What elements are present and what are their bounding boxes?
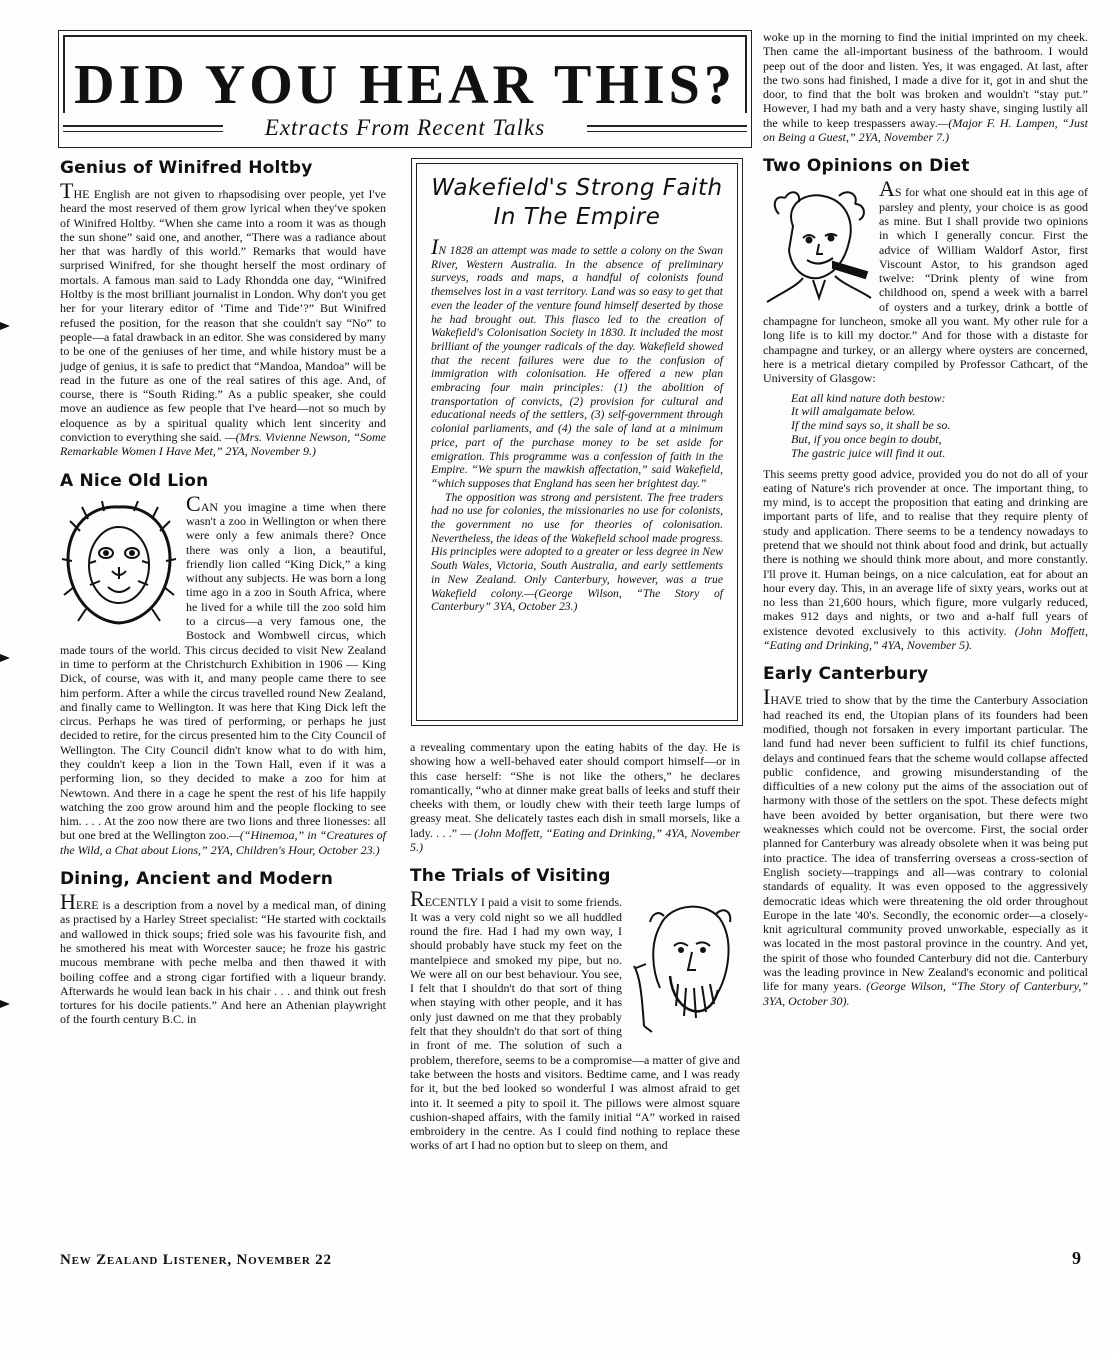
masthead <box>58 30 752 148</box>
column-middle <box>410 740 740 1153</box>
article-diet-continued: This seems pretty good advice, provided you do not do all of your eating of Nature's rich provender at once. The important thing, to my mind, is to accept the proposition that eating and drinking are important parts of life, and to realise that they require plenty of study and application. There seems to be a tendency nowadays to pretend that we should not think about food and drink, but actually there is nothing we should think more about, and more constantly. I'll prove it. Human beings, on a nice calculation, eat for about an hour every day. This, in an average life of sixty years, works out at no less than 21,600 hours, which figure, more vulgarly reduced, makes 912 days and nights, or two and a-half full years of existence devoted exclusively to this activity. (John Moffett, “Eating and Drinking,” 4YA, November 5). <box>763 466 1088 653</box>
subtitle-row <box>59 115 751 141</box>
verse-line: But, if you once begin to doubt, <box>791 431 942 446</box>
heading-diet: Two Opinions on Diet <box>763 156 970 177</box>
source-lion: —(“Hinemoa,” in “Creatures of the Wild, a Chat about Lions,” 2YA, Children's Hour, October 23.) <box>60 828 386 857</box>
verse-line: The gastric juice will find it out. <box>791 445 946 460</box>
binding-mark-icon <box>0 654 10 662</box>
heading-dining: Dining, Ancient and Modern <box>60 869 333 890</box>
drop-cap: A <box>879 176 895 202</box>
verse-line: It will amalgamate below. <box>791 404 916 419</box>
heading-canterbury: Early Canterbury <box>763 664 929 685</box>
astor-caricature-icon <box>763 186 873 304</box>
article-dining: HERE is a description from a novel by a medical man, of dining as practised by a Harley Street specialist: “He started with cocktails and wallowed in thick soups; fried sole was his favourite fish, and he smothered his meat with Worcester sauce; he froze his gastric mucous membrane with peche melba and then thawed it with boiling coffee and a strong cigar fortified with a liqueur brandy. Afterwards he would lean back in his chair . . . and think out fresh tortures for his docile patients.” And here an Athenian playwright of the fourth century B.C. in <box>60 889 386 1027</box>
binding-mark-icon <box>0 1000 10 1008</box>
source-diet: (John Moffett, “Eating and Drinking,” 4YA, November 5). <box>763 623 1088 653</box>
source-canterbury: (George Wilson, “The Story of Canterbury,” 3YA, October 30). <box>763 979 1089 1008</box>
lion-illustration-icon <box>60 501 178 629</box>
verse-line: Eat all kind nature doth bestow: <box>791 390 946 405</box>
old-man-caricature-icon <box>630 896 740 1036</box>
source-wakefield: —(George Wilson, “The Story of Canterbury” 3YA, October 23.) <box>431 586 723 614</box>
source-visiting: —(Major F. H. Lampen, “Just on Being a Guest,” 2YA, November 7.) <box>763 115 1088 145</box>
subtitle-rule-left <box>63 125 223 132</box>
boxed-article-wakefield <box>411 158 743 726</box>
page-title: DID YOU HEAR THIS? <box>74 54 736 116</box>
subtitle-rule-right <box>587 125 747 132</box>
heading-visiting: The Trials of Visiting <box>410 866 611 887</box>
heading-winifred: Genius of Winifred Holtby <box>60 158 313 178</box>
column-right <box>763 30 1088 1008</box>
heading-wakefield: Wakefield's Strong Faith In The Empire <box>431 175 723 230</box>
source-dining: — (John Moffett, “Eating and Drinking,” 4YA, November 5.) <box>410 825 741 855</box>
column-left <box>60 158 386 1027</box>
article-visiting: RECENTLY I paid a visit to some friends. It was a very cold night so we all huddled round the fire. Had I had my own way, I should probably have stuck my feet on the mantelpiece and smoked my pipe, but no. We were all on our best behaviour. You see, I felt that I shouldn't do that sort of thing when staying with other people, and it has only just dawned on me that they probably felt that they shouldn't do that sort of thing in front of me. The solution of such a problem, therefore, seems to be a compromise—a matter of give and take between the hosts and visitors. Bedtime came, and I was ready for it, but the bed looked so wonderful I was almost afraid to get into it. It seemed a pity to spoil it. The pillows were almost square cushion-shaped affairs, with the family initial “A” worked in raised embroidery in the centre. As I could find nothing to replace these works of art I had no option but to sleep on them, and <box>410 886 740 1153</box>
drop-cap: I <box>763 684 771 710</box>
masthead-frame <box>63 35 747 116</box>
article-lion: CAN you imagine a time when there wasn't a zoo in Wellington or when there were only a few animals there? Once there was only a lion, a beautiful, friendly lion called “King Dick,” a king without any subjects. He was born a long time ago in a zoo in South Africa, where he lived for a while till the zoo sold him to a circus—a very famous one, the Bostock and Wombwell circus, which made tours of the world. This circus decided to visit New Zealand in time to perform at the Christchurch Exhibition in 1906 — King Dick, of course, was with it, and many people came there to see him perform. After a while the circus travelled round New Zealand, and finally came to Wellington. It was here that King Dick left the circus. Perhaps he was tired of performing, or perhaps he just decided to retire, for the circus presented him to the City Council of Wellington. The City Council didn't know what to do with him, they couldn't keep a lion in the Town Hall, even if it was a performing lion, so they decided to make a zoo for him at Newtown. And there in a cage he spent the rest of his life happily watching the zoo grow around him and the people flocking to see him. . . . At the zoo now there are two lions and three lionesses: all but one bred at the Wellington zoo.—(“Hinemoa,” in “Creatures of the Wild, a Chat about Lions,” 2YA, Children's Hour, October 23.) <box>60 490 386 857</box>
article-visiting-continued: woke up in the morning to find the initial imprinted on my cheek. Then came the all-important business of the bathroom. I would peep out of the door and listen. Yes, it was engaged. At last, after the two sons had finished, I made a dive for it, got in and shut the door, to find that the bolt was broken and wouldn't “stay put.” However, I had my bath and a very hasty shave, singing lustily all the while to keep trespassers away.—(Major F. H. Lampen, “Just on Being a Guest,” 2YA, November 7.) <box>763 30 1088 145</box>
article-canterbury: IHAVE tried to show that by the time the Canterbury Association had reached its end, the Utopian plans of its founders had been modified, though not forsaken in every important particular. The land fund had never been sufficient to fulfil its chief functions, delays and continued fears that the scheme would collapse affected public confidence, and growing misunderstanding of the difficulties of a new colony put the aims of the association out of harmony with those of the settlers on the spot. These defects might have been avoided by better organisation, but there were two weaknesses which could not be overcome. First, the social order planned for Canterbury was already obsolete when it was being put into practice. The idea of transferring overseas a cross-section of English society—trappings and all—was contrary to colonial standards of equality. It was even opposed to the aggressively democratic ideas which were threatening the old order throughout Europe in the late '40's. Secondly, the economic order—a closely-knit agricultural community proved unworkable, especially as it was located in the most pastoral province in the country. And yet, the spirit of those who founded Canterbury did not die. Canterbury was the leading province in New Zealand's economic and political life for many years. (George Wilson, “The Story of Canterbury,” 3YA, October 30). <box>763 684 1089 1008</box>
drop-cap: I <box>431 234 439 259</box>
article-dining-continued: a revealing commentary upon the eating habits of the day. He is showing how a well-behaved eater should comport himself—or in this case herself: “She is not like the others,” he declares romantically, “who at dinner make great balls of leeks and stuff their cheeks with them, or loudly chew with their teeth large lumps of greasy meat. She delicately tastes each dish in small morsels, like a lady. . . .” — (John Moffett, “Eating and Drinking,” 4YA, November 5.) <box>410 740 741 855</box>
binding-mark-icon <box>0 322 10 330</box>
source-winifred: —(Mrs. Vivienne Newson, “Some Remarkable Women I Have Met,” 2YA, November 9.) <box>60 430 386 459</box>
drop-cap: R <box>410 886 425 912</box>
heading-lion: A Nice Old Lion <box>60 470 209 491</box>
drop-cap: C <box>186 490 201 516</box>
verse-dietary <box>791 392 1088 461</box>
drop-cap: T <box>60 178 74 203</box>
footer-publication: New Zealand Listener, November 22 <box>60 1252 332 1268</box>
page-number: 9 <box>1072 1248 1081 1268</box>
article-winifred: THE English are not given to rhapsodising over people, yet I've heard the most reserved of them grow lyrical when they've spoken of Winifred Holtby. “When she came into a room it was as though the sun shone” said one, and another, “There was a radiance about her that was hardly of this world.” Remarks that would have surprised Winifred, for she thought herself the most ordinary of mortals. A famous man said to Lady Rhondda one day, “Winifred Holtby is the most brilliant journalist in London. Why don't you get her for your literary editor of ‘Time and Tide’?” But Winifred refused the position, for the reason that she couldn't say “No” to people—a fatal drawback in an editor. She was considered by many to be one of the geniuses of her time, and while history must be a judge of genius, it is safe to predict that “Mandoa, Mandoa” will be read in the future as one of the real satires of this age. And, of course, there is “South Riding.” As a public speaker, she could move an audience as few people that I've heard—not so much by eloquence as by a spiritual quality which lent sincerity and conviction to everything she said. —(Mrs. Vivienne Newson, “Some Remarkable Women I Have Met,” 2YA, November 9.) <box>60 178 386 459</box>
verse-line: If the mind says so, it shall be so. <box>791 418 951 433</box>
page-subtitle: Extracts From Recent Talks <box>264 115 546 140</box>
article-diet: AS for what one should eat in this age of parsley and plenty, your choice is as good as mine. But I shall provide two opinions in which I generally concur. First the advice of William Waldorf Astor, first Viscount Astor, to his grandson aged twelve: “Drink plenty of wine from childhood on, spend a week with a barrel of oysters and a turkey, drink a bottle of champagne for luncheon, smoke all you want. My other rule for a long life is to kill my doctor.” And for those with a distaste for champagne and turkey, or an allergy where oysters are concerned, here is a metrical dietary compiled by Professor Cathcart, of the University of Glasgow: <box>763 176 1088 386</box>
drop-cap: H <box>60 889 76 915</box>
box-frame <box>416 163 738 721</box>
article-wakefield: IN 1828 an attempt was made to settle a colony on the Swan River, Western Australia. In the absence of preliminary surveys, roads and maps, a handful of colonists found themselves lost in a vast territory. Land was so easy to get that even the leader of the venture found himself deserted by those he had brought out. This fiasco led to the creation of Wakefield's Colonisation Society in 1830. It included the most brilliant of the younger radicals of the day. Wakefield showed that the recent failures were due to the confusion of immigration with colonisation. He offered a new plan embracing four main principles: (1) the abolition of transportation of convicts, (2) provision for cultural and educational needs of the settlers, (3) self-government through colonial parliaments, and (4) the sale of land at a minimum price, part of the purchase money to be set aside for emigration. This programme was a confession of faith in the Empire. “We spurn the mawkish affectation,” said Wakefield, “which supposes that England has seen her brightest day.” The opposition was strong and persistent. The free traders had no use for colonies, the missionaries no use for colonists, the government no use for theories of colonisation. Nevertheless, the ideas of the Wakefield school made progress. His principles were adopted to a greater or less degree in New South Wales, Victoria, South Australia, and early settlements in New Zealand. Only Canterbury, however, was a true Wakefield colony.—(George Wilson, “The Story of Canterbury” 3YA, October 23.) <box>431 234 723 614</box>
